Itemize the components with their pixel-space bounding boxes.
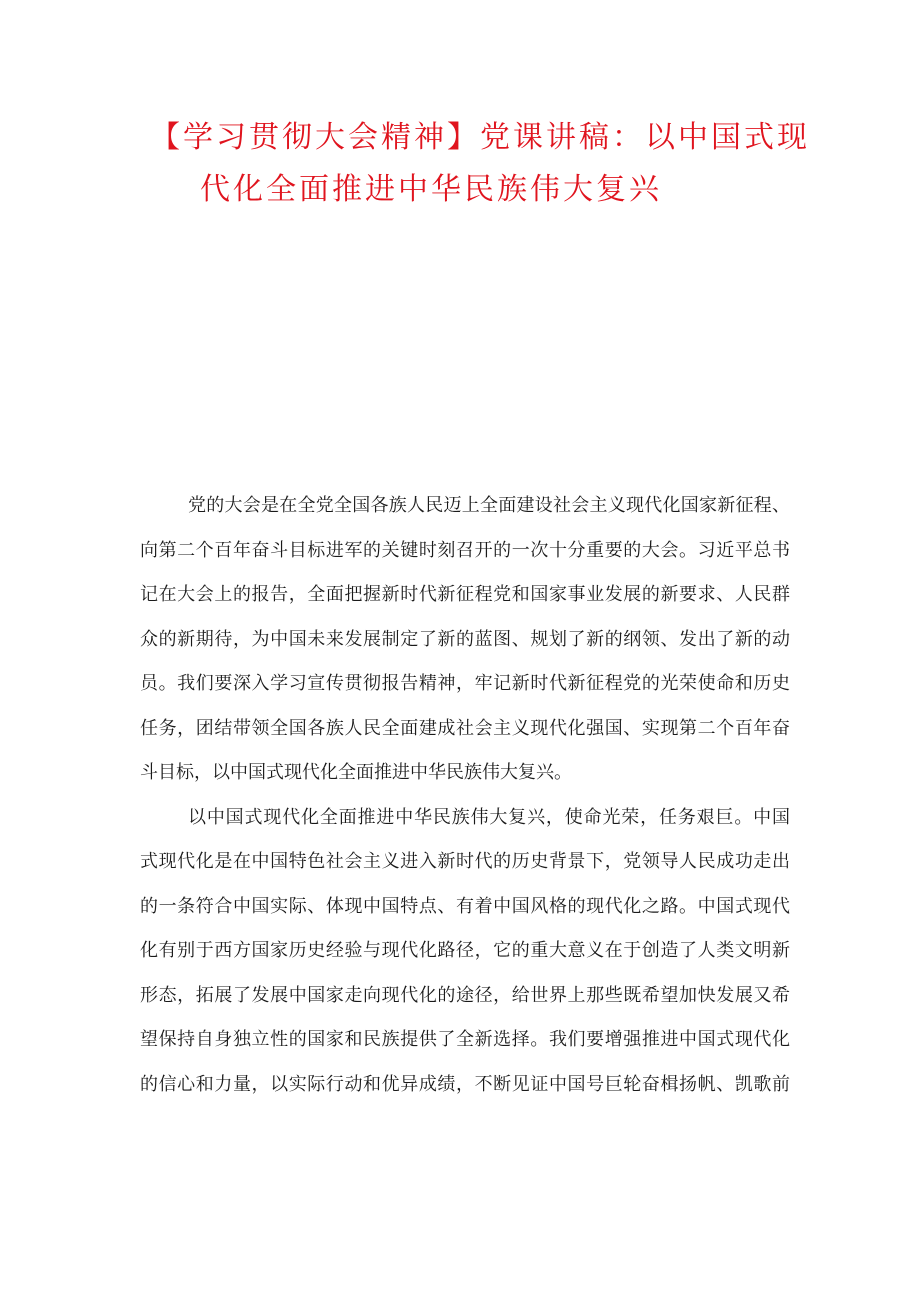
paragraph-line: 形态，拓展了发展中国家走向现代化的途径，给世界上那些既希望加快发展又希 [140,984,790,1006]
document-title [150,112,810,216]
title-line-1: 【学习贯彻大会精神】党课讲稿：以中国式现 [150,120,810,155]
paragraph-1 [140,484,790,796]
paragraph-line: 记在大会上的报告，全面把握新时代新征程党和国家事业发展的新要求、人民群 [140,584,790,605]
paragraph-line: 的信心和力量，以实际行动和优异成绩，不断见证中国号巨轮奋楫扬帆、凯歌前 [140,1073,790,1095]
paragraph-2 [140,796,790,1108]
paragraph-line: 众的新期待，为中国未来发展制定了新的蓝图、规划了新的纲领、发出了新的动 [140,628,790,650]
paragraph-line: 望保持自身独立性的国家和民族提供了全新选择。我们要增强推进中国式现代化 [140,1029,790,1050]
paragraph-line: 员。我们要深入学习宣传贯彻报告精神，牢记新时代新征程党的光荣使命和历史 [140,673,790,694]
paragraph-line: 以中国式现代化全面推进中华民族伟大复兴，使命光荣，任务艰巨。中国 [188,806,790,828]
paragraph-line: 化有别于西方国家历史经验与现代化路径，它的重大意义在于创造了人类文明新 [140,940,790,961]
paragraph-line: 向第二个百年奋斗目标进军的关键时刻召开的一次十分重要的大会。习近平总书 [140,539,790,561]
paragraph-line: 党的大会是在全党全国各族人民迈上全面建设社会主义现代化国家新征程、 [188,495,790,516]
paragraph-line: 的一条符合中国实际、体现中国特点、有着中国风格的现代化之路。中国式现代 [140,895,790,917]
paragraph-line: 任务，团结带领全国各族人民全面建成社会主义现代化强国、实现第二个百年奋 [140,717,790,739]
document-body [140,484,790,1107]
title-line-2: 代化全面推进中华民族伟大复兴 [200,172,662,207]
paragraph-line: 斗目标，以中国式现代化全面推进中华民族伟大复兴。 [140,762,572,783]
paragraph-line: 式现代化是在中国特色社会主义进入新时代的历史背景下，党领导人民成功走出 [140,851,790,872]
